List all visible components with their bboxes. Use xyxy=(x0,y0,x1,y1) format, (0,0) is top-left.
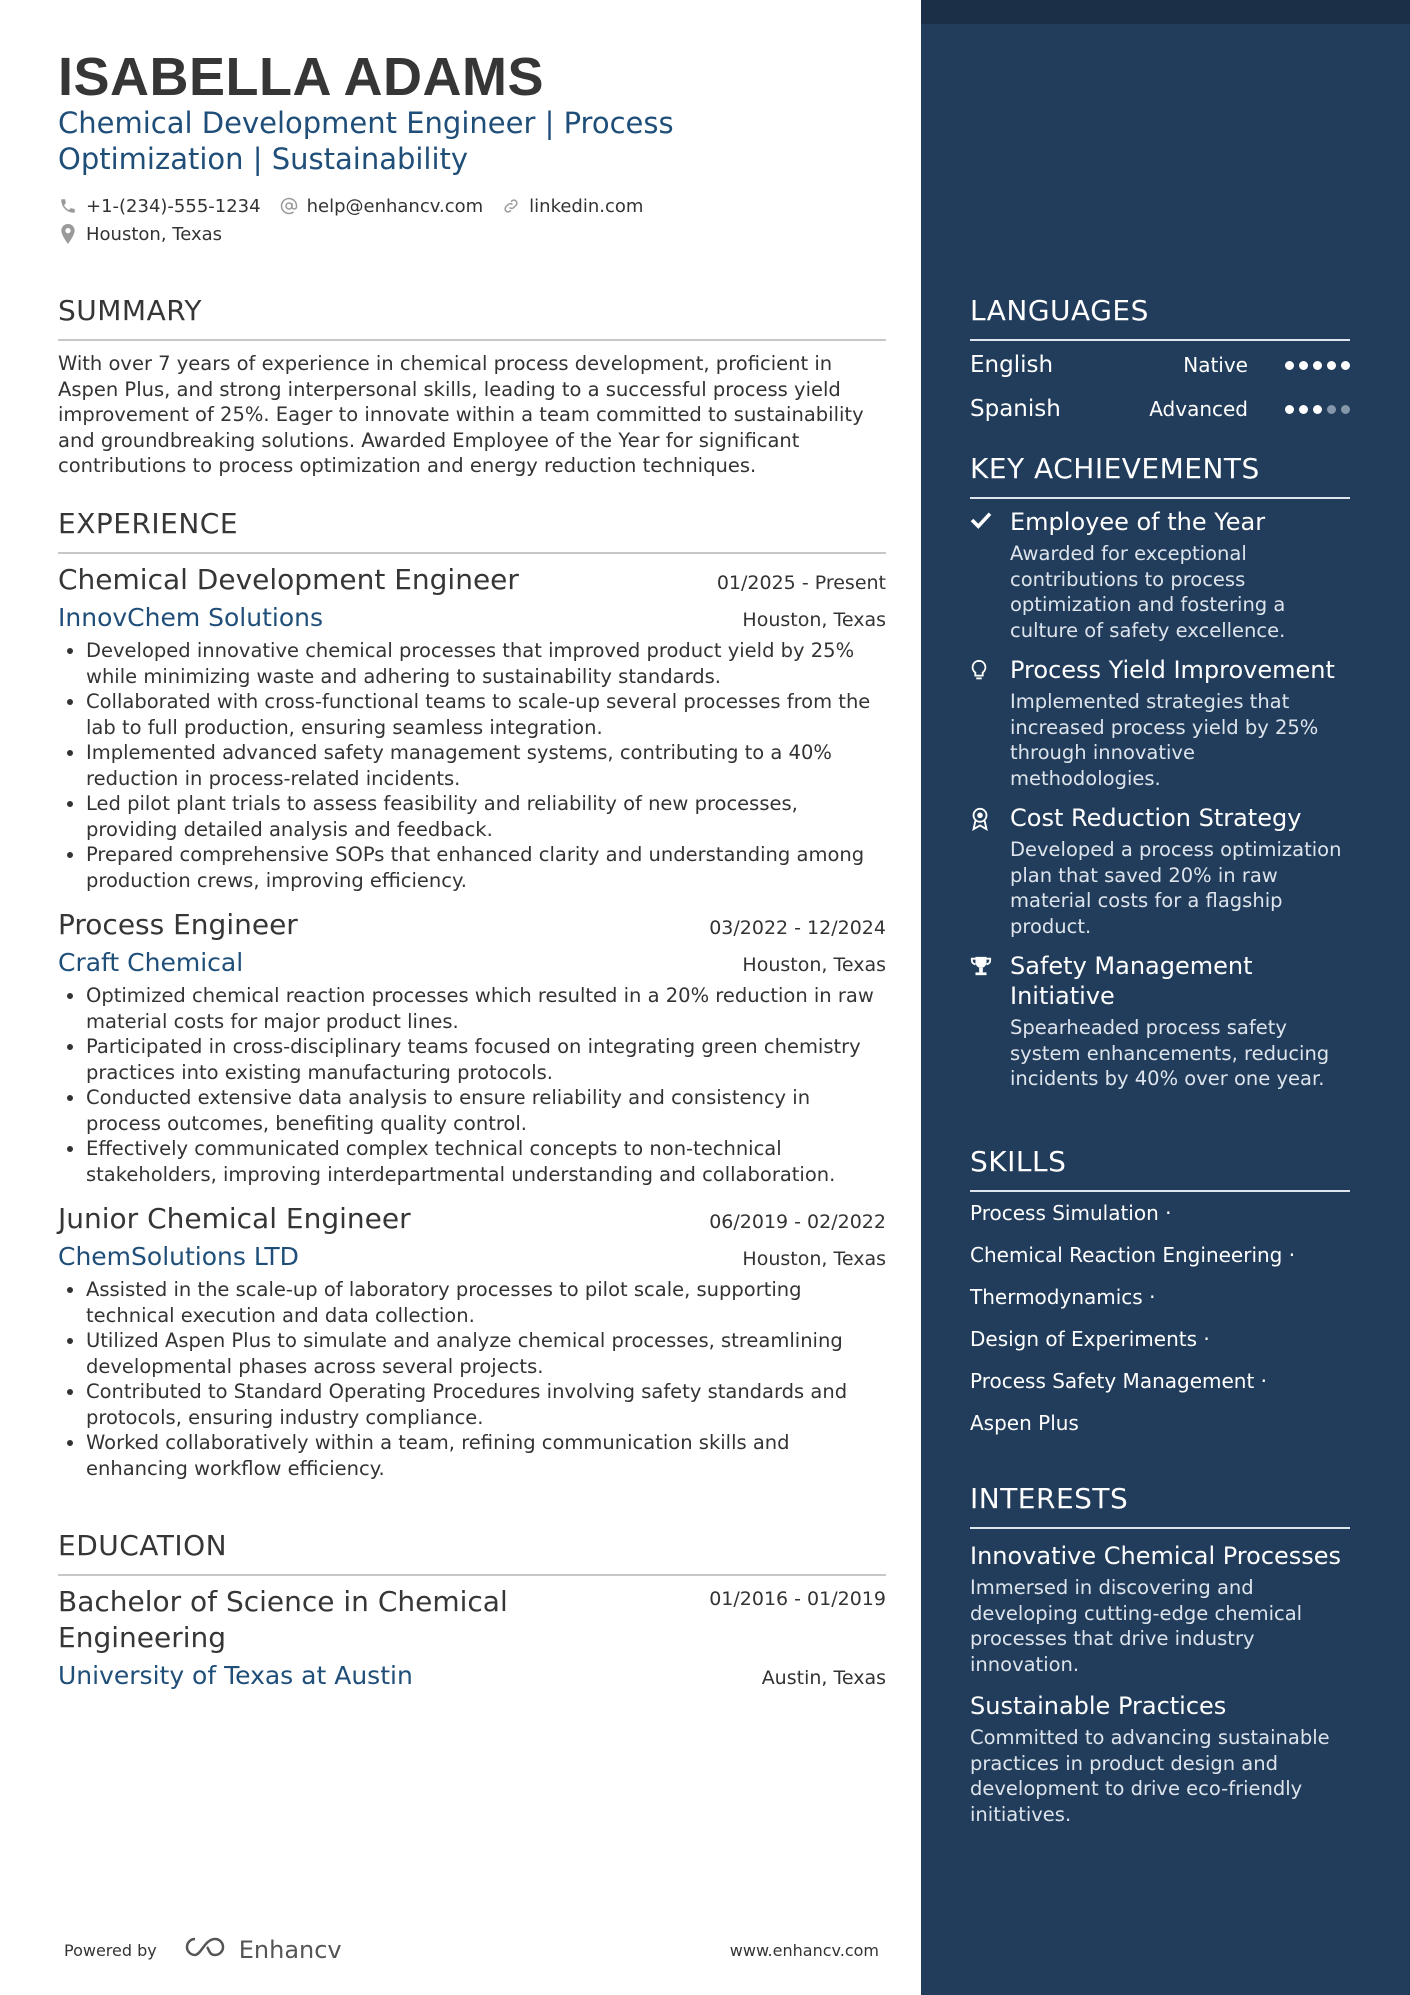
education-entry xyxy=(58,1584,886,1692)
school: University of Texas at Austin xyxy=(58,1661,413,1690)
phone-icon xyxy=(58,196,78,216)
powered-by-label: Powered by xyxy=(64,1940,157,1960)
link-icon xyxy=(501,196,521,216)
job-date: 01/2025 - Present xyxy=(716,572,886,594)
degree: Bachelor of Science in Chemical Engineering xyxy=(58,1585,508,1654)
interests-section xyxy=(970,1479,1350,1827)
check-icon xyxy=(970,514,992,533)
job-company: InnovChem Solutions xyxy=(58,603,324,632)
proficiency-dots xyxy=(1280,405,1350,414)
skill-item: Chemical Reaction Engineering · xyxy=(970,1243,1296,1267)
interest-desc: Immersed in discovering and developing cutting-edge chemical processes that drive industry innovation. xyxy=(970,1576,1303,1676)
section-divider xyxy=(58,1574,886,1576)
job-bullet: • Assisted in the scale-up of laboratory processes to pilot scale, supporting technical execution and data collection. xyxy=(86,1277,886,1328)
job-bullets xyxy=(58,1277,886,1481)
location-pin-icon xyxy=(58,224,78,244)
contact-linkedin[interactable]: linkedin.com xyxy=(501,196,643,217)
section-divider xyxy=(970,497,1350,499)
summary-section xyxy=(58,291,886,479)
job-entry xyxy=(58,907,886,1187)
summary-text: With over 7 years of experience in chemical process development, proficient in Aspen Plus, and strong interpersonal skills, leading to a successful process yield improvement of 25%. Eager to innovate within a team committed to sustainability and groundbreaking solutions. Awarded Employee of the Year for significant contributions to process optimization and energy reduction techniques. xyxy=(58,352,864,477)
interest-title: Sustainable Practices xyxy=(970,1692,1227,1720)
job-bullets xyxy=(58,638,886,893)
job-date: 03/2022 - 12/2024 xyxy=(709,917,886,939)
language-item xyxy=(970,343,1350,387)
job-company: Craft Chemical xyxy=(58,948,244,977)
footer-website-link[interactable]: www.enhancv.com xyxy=(729,1940,879,1960)
achievement-item xyxy=(970,507,1350,643)
language-name: Spanish xyxy=(970,396,1061,422)
language-name: English xyxy=(970,352,1054,378)
job-date: 06/2019 - 02/2022 xyxy=(709,1211,886,1233)
job-company: ChemSolutions LTD xyxy=(58,1242,299,1271)
job-bullet: • Worked collaboratively within a team, refining communication skills and enhancing workflow efficiency. xyxy=(86,1430,886,1481)
achievement-item xyxy=(970,951,1350,1092)
language-level: Advanced xyxy=(1149,397,1248,421)
contact-info xyxy=(58,192,661,248)
achievement-desc: Developed a process optimization plan that saved 20% in raw material costs for a flagship product. xyxy=(1010,838,1342,938)
job-title: Process Engineer xyxy=(58,908,298,941)
skills-section xyxy=(970,1142,1350,1444)
proficiency-dot xyxy=(1299,361,1308,370)
proficiency-dots xyxy=(1280,361,1350,370)
education-date: 01/2016 - 01/2019 xyxy=(709,1588,886,1610)
at-icon xyxy=(279,196,299,216)
section-title-languages: LANGUAGES xyxy=(970,294,1149,327)
footer xyxy=(64,1930,879,1970)
interest-desc: Committed to advancing sustainable practices in product design and development to drive eco-friendly initiatives. xyxy=(970,1726,1330,1826)
job-bullets xyxy=(58,983,886,1187)
job-title: Junior Chemical Engineer xyxy=(58,1202,411,1235)
language-item xyxy=(970,387,1350,431)
job-bullet: • Conducted extensive data analysis to ensure reliability and consistency in process outcomes, benefiting quality control. xyxy=(86,1085,886,1136)
proficiency-dot xyxy=(1285,361,1294,370)
education-location: Austin, Texas xyxy=(761,1667,886,1689)
achievement-item xyxy=(970,803,1350,939)
achievement-title: Cost Reduction Strategy xyxy=(1010,804,1302,832)
section-divider xyxy=(970,1527,1350,1529)
section-title-interests: INTERESTS xyxy=(970,1482,1129,1515)
job-bullet: • Prepared comprehensive SOPs that enhanced clarity and understanding among production crews, improving efficiency. xyxy=(86,842,886,893)
proficiency-dot xyxy=(1313,361,1322,370)
achievement-title: Safety Management Initiative xyxy=(1010,952,1253,1010)
job-bullet: • Effectively communicated complex technical concepts to non-technical stakeholders, improving interdepartmental understanding and collaboration. xyxy=(86,1136,886,1187)
contact-email[interactable]: help@enhancv.com xyxy=(279,196,484,217)
candidate-headline: Chemical Development Engineer | Process Optimization | Sustainability xyxy=(58,106,674,176)
languages-section xyxy=(970,291,1350,431)
section-divider xyxy=(58,552,886,554)
experience-section xyxy=(58,504,886,1481)
job-bullet: • Developed innovative chemical processes that improved product yield by 25% while minimizing waste and adhering to sustainability standards. xyxy=(86,638,886,689)
section-title-experience: EXPERIENCE xyxy=(58,507,239,540)
job-entry xyxy=(58,1201,886,1481)
skill-item: Design of Experiments · xyxy=(970,1327,1210,1351)
lightbulb-icon xyxy=(970,668,988,687)
award-icon xyxy=(970,816,990,835)
achievement-item xyxy=(970,655,1350,791)
job-entry xyxy=(58,562,886,893)
achievement-title: Employee of the Year xyxy=(1010,508,1266,536)
job-bullet: • Participated in cross-disciplinary teams focused on integrating green chemistry practices into existing manufacturing protocols. xyxy=(86,1034,886,1085)
job-location: Houston, Texas xyxy=(742,954,886,976)
section-divider xyxy=(970,339,1350,341)
proficiency-dot xyxy=(1285,405,1294,414)
skill-item: Thermodynamics · xyxy=(970,1285,1156,1309)
language-level: Native xyxy=(1183,353,1248,377)
candidate-name: ISABELLA ADAMS xyxy=(58,47,544,107)
job-bullet: • Implemented advanced safety management systems, contributing to a 40% reduction in process-related incidents. xyxy=(86,740,886,791)
achievement-desc: Awarded for exceptional contributions to process optimization and fostering a culture of safety excellence. xyxy=(1010,542,1286,642)
job-bullet: • Contributed to Standard Operating Procedures involving safety standards and protocols, ensuring industry compliance. xyxy=(86,1379,886,1430)
job-bullet: • Collaborated with cross-functional teams to scale-up several processes from the lab to full production, ensuring seamless integration. xyxy=(86,689,886,740)
skill-item: Process Simulation · xyxy=(970,1201,1172,1225)
skill-item: Aspen Plus xyxy=(970,1411,1079,1435)
section-title-summary: SUMMARY xyxy=(58,294,203,327)
proficiency-dot xyxy=(1313,405,1322,414)
education-section xyxy=(58,1526,886,1692)
section-title-skills: SKILLS xyxy=(970,1145,1067,1178)
proficiency-dot xyxy=(1299,405,1308,414)
job-bullet: • Led pilot plant trials to assess feasibility and reliability of new processes, providing detailed analysis and feedback. xyxy=(86,791,886,842)
proficiency-dot xyxy=(1341,361,1350,370)
infinity-icon xyxy=(183,1935,231,1965)
achievement-desc: Implemented strategies that increased process yield by 25% through innovative methodologies. xyxy=(1010,690,1319,790)
section-divider xyxy=(58,339,886,341)
proficiency-dot xyxy=(1327,405,1336,414)
job-location: Houston, Texas xyxy=(742,609,886,631)
job-location: Houston, Texas xyxy=(742,1248,886,1270)
section-title-achievements: KEY ACHIEVEMENTS xyxy=(970,452,1260,485)
section-title-education: EDUCATION xyxy=(58,1529,228,1562)
trophy-icon xyxy=(970,962,992,981)
job-title: Chemical Development Engineer xyxy=(58,563,519,596)
proficiency-dot xyxy=(1327,361,1336,370)
achievement-desc: Spearheaded process safety system enhancements, reducing incidents by 40% over one year. xyxy=(1010,1016,1330,1090)
job-bullet: • Utilized Aspen Plus to simulate and analyze chemical processes, streamlining developmental phases across several projects. xyxy=(86,1328,886,1379)
sidebar-top-bar xyxy=(921,0,1410,24)
job-bullet: • Optimized chemical reaction processes which resulted in a 20% reduction in raw material costs for major product lines. xyxy=(86,983,886,1034)
contact-location: Houston, Texas xyxy=(58,224,222,245)
achievement-title: Process Yield Improvement xyxy=(1010,656,1335,684)
achievements-section xyxy=(970,449,1350,1092)
contact-phone[interactable]: +1-(234)-555-1234 xyxy=(58,196,261,217)
enhancv-logo[interactable]: Enhancv xyxy=(183,1935,342,1965)
proficiency-dot xyxy=(1341,405,1350,414)
skill-item: Process Safety Management · xyxy=(970,1369,1268,1393)
interest-title: Innovative Chemical Processes xyxy=(970,1542,1342,1570)
